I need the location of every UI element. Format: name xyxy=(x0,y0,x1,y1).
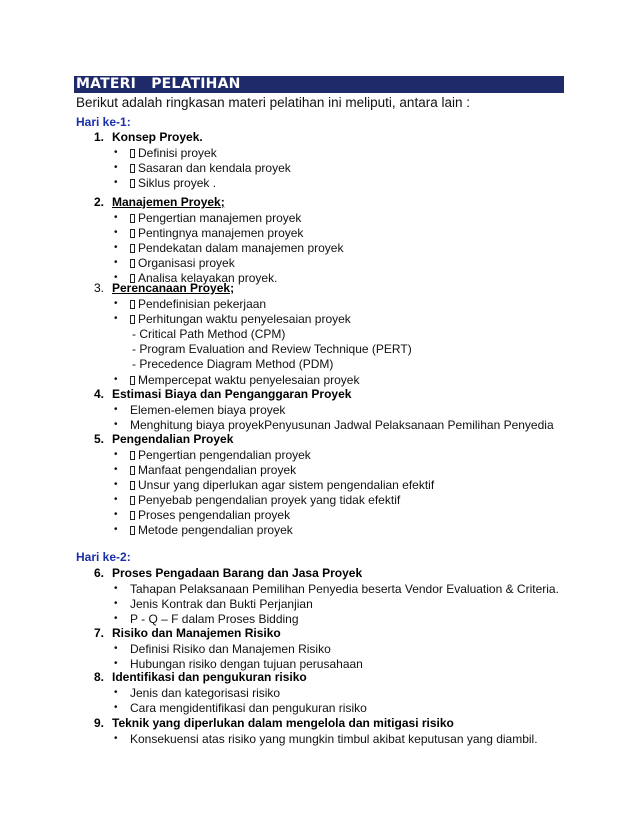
list-item-text: Pendekatan dalam manajemen proyek xyxy=(138,241,344,255)
section-title: Konsep Proyek. xyxy=(112,130,203,144)
list-item-text: Menghitung biaya proyekPenyusunan Jadwal Pelaksanaan Pemilihan Penyedia xyxy=(130,418,554,432)
list-item-text: Definisi Risiko dan Manajemen Risiko xyxy=(130,642,331,656)
missing-glyph-icon xyxy=(130,511,135,520)
section-title: Identifikasi dan pengukuran risiko xyxy=(112,670,307,684)
bullet-icon: • xyxy=(114,242,118,253)
section-title: Teknik yang diperlukan dalam mengelola dan mitigasi risiko xyxy=(112,716,454,730)
list-item-text: Analisa kelayakan proyek. xyxy=(138,271,278,285)
section-banner: MATERI PELATIHAN xyxy=(74,76,564,93)
list-item-text: Konsekuensi atas risiko yang mungkin timbul akibat keputusan yang diambil. xyxy=(130,732,538,746)
section-heading xyxy=(94,130,203,144)
bullet-icon: • xyxy=(114,227,118,238)
list-item-text-wrap xyxy=(130,241,343,255)
missing-glyph-icon xyxy=(130,451,135,460)
list-item xyxy=(114,612,299,626)
bullet-icon: • xyxy=(114,509,118,520)
missing-glyph-icon xyxy=(130,179,135,188)
list-item xyxy=(114,701,367,715)
list-item-text: Penyebab pengendalian proyek yang tidak efektif xyxy=(138,493,401,507)
list-item xyxy=(114,686,280,700)
list-item xyxy=(114,403,285,417)
section-heading xyxy=(94,387,351,401)
list-item xyxy=(114,211,301,225)
section-title: Manajemen Proyek; xyxy=(112,195,225,209)
intro-text: Berikut adalah ringkasan materi pelatihan ini meliputi, antara lain : xyxy=(76,95,470,110)
list-item-text: Tahapan Pelaksanaan Pemilihan Penyedia beserta Vendor Evaluation & Criteria. xyxy=(130,582,559,596)
list-item xyxy=(114,448,311,462)
section-number: 1. xyxy=(94,130,105,144)
list-item-text-wrap xyxy=(130,701,367,715)
list-item-text-wrap xyxy=(130,597,313,611)
list-item xyxy=(114,597,313,611)
list-item xyxy=(114,146,217,160)
list-item xyxy=(114,493,400,507)
list-item-text: Jenis Kontrak dan Bukti Perjanjian xyxy=(130,597,313,611)
day-heading: Hari ke-1: xyxy=(76,115,131,129)
missing-glyph-icon xyxy=(130,214,135,223)
bullet-icon: • xyxy=(114,313,118,324)
list-item-text: Definisi proyek xyxy=(138,146,217,160)
list-item-text-wrap xyxy=(130,508,290,522)
bullet-icon: • xyxy=(114,613,118,624)
bullet-icon: • xyxy=(114,147,118,158)
list-item xyxy=(114,256,235,270)
list-item-text-wrap xyxy=(130,642,331,656)
section-number: 4. xyxy=(94,387,105,401)
list-item xyxy=(114,732,538,746)
missing-glyph-icon xyxy=(130,526,135,535)
bullet-icon: • xyxy=(114,404,118,415)
list-item-text-wrap xyxy=(130,403,285,417)
missing-glyph-icon xyxy=(130,244,135,253)
section-number: 3. xyxy=(94,281,105,295)
missing-glyph-icon xyxy=(130,481,135,490)
bullet-icon: • xyxy=(114,419,118,430)
missing-glyph-icon xyxy=(130,466,135,475)
section-title: Perencanaan Proyek xyxy=(112,281,231,295)
list-item-text: Pengertian manajemen proyek xyxy=(138,211,302,225)
bullet-icon: • xyxy=(114,464,118,475)
bullet-icon: • xyxy=(114,257,118,268)
list-item xyxy=(114,463,296,477)
section-heading xyxy=(94,670,307,684)
list-item-text-wrap xyxy=(130,657,363,671)
list-item-text-wrap xyxy=(130,226,303,240)
bullet-icon: • xyxy=(114,449,118,460)
list-item-text-wrap xyxy=(130,448,311,462)
bullet-icon: • xyxy=(114,643,118,654)
bullet-icon: • xyxy=(114,479,118,490)
list-item-text-wrap xyxy=(130,686,280,700)
list-item-text-wrap xyxy=(130,478,434,492)
list-item xyxy=(114,642,331,656)
list-item-text: Mempercepat waktu penyelesaian proyek xyxy=(138,373,360,387)
list-item-text-wrap xyxy=(130,523,293,537)
list-item xyxy=(114,657,363,671)
bullet-icon: • xyxy=(114,177,118,188)
list-item-text-wrap xyxy=(130,493,400,507)
list-item-text-wrap xyxy=(130,297,266,311)
list-item xyxy=(114,161,291,175)
bullet-icon: • xyxy=(114,598,118,609)
section-number: 8. xyxy=(94,670,105,684)
list-item-text: P - Q – F dalam Proses Bidding xyxy=(130,612,299,626)
list-item-text-wrap xyxy=(130,312,351,326)
list-item xyxy=(114,582,559,596)
missing-glyph-icon xyxy=(130,315,135,324)
missing-glyph-icon xyxy=(130,149,135,158)
sub-list-item: - Program Evaluation and Review Technique (PERT) xyxy=(132,342,412,356)
list-item-text-wrap xyxy=(130,373,359,387)
section-title-suffix: ; xyxy=(230,281,235,295)
list-item-text: Pengertian pengendalian proyek xyxy=(138,448,311,462)
list-item-text-wrap xyxy=(130,463,296,477)
list-item-text: Sasaran dan kendala proyek xyxy=(138,161,291,175)
list-item-text-wrap xyxy=(130,146,217,160)
section-number: 9. xyxy=(94,716,105,730)
section-number: 7. xyxy=(94,626,105,640)
day-heading: Hari ke-2: xyxy=(76,550,131,564)
list-item-text-wrap xyxy=(130,418,554,432)
section-heading xyxy=(94,432,233,446)
list-item-text: Organisasi proyek xyxy=(138,256,235,270)
list-item xyxy=(114,508,290,522)
missing-glyph-icon xyxy=(130,259,135,268)
section-title: Risiko dan Manajemen Risiko xyxy=(112,626,281,640)
list-item xyxy=(114,241,343,255)
list-item-text-wrap xyxy=(130,256,235,270)
list-item xyxy=(114,373,359,387)
bullet-icon: • xyxy=(114,374,118,385)
bullet-icon: • xyxy=(114,162,118,173)
list-item-text: Siklus proyek . xyxy=(138,176,217,190)
missing-glyph-icon xyxy=(130,164,135,173)
bullet-icon: • xyxy=(114,272,118,283)
list-item-text-wrap xyxy=(130,161,291,175)
list-item-text: Hubungan risiko dengan tujuan perusahaan xyxy=(130,657,363,671)
list-item xyxy=(114,478,434,492)
bullet-icon: • xyxy=(114,524,118,535)
list-item xyxy=(114,176,216,190)
list-item-text: Proses pengendalian proyek xyxy=(138,508,291,522)
section-heading xyxy=(94,566,362,580)
missing-glyph-icon xyxy=(130,300,135,309)
section-heading xyxy=(94,626,281,640)
list-item xyxy=(114,523,293,537)
section-heading xyxy=(94,716,454,730)
list-item-text-wrap xyxy=(130,582,559,596)
list-item-text: Perhitungan waktu penyelesaian proyek xyxy=(138,312,351,326)
section-title: Pengendalian Proyek xyxy=(112,432,234,446)
sub-list-item: - Precedence Diagram Method (PDM) xyxy=(132,357,334,371)
missing-glyph-icon xyxy=(130,229,135,238)
section-number: 2. xyxy=(94,195,105,209)
list-item-text: Metode pengendalian proyek xyxy=(138,523,293,537)
list-item xyxy=(114,297,266,311)
list-item-text: Pentingnya manajemen proyek xyxy=(138,226,304,240)
section-number: 6. xyxy=(94,566,105,580)
list-item-text: Pendefinisian pekerjaan xyxy=(138,297,267,311)
bullet-icon: • xyxy=(114,298,118,309)
list-item-text: Unsur yang diperlukan agar sistem pengendalian efektif xyxy=(138,478,435,492)
bullet-icon: • xyxy=(114,583,118,594)
missing-glyph-icon xyxy=(130,496,135,505)
missing-glyph-icon xyxy=(130,376,135,385)
section-title: Proses Pengadaan Barang dan Jasa Proyek xyxy=(112,566,363,580)
list-item-text: Elemen-elemen biaya proyek xyxy=(130,403,286,417)
bullet-icon: • xyxy=(114,733,118,744)
bullet-icon: • xyxy=(114,658,118,669)
bullet-icon: • xyxy=(114,494,118,505)
section-title: Estimasi Biaya dan Penganggaran Proyek xyxy=(112,387,352,401)
list-item-text-wrap xyxy=(130,612,299,626)
section-heading xyxy=(94,281,234,295)
list-item-text: Cara mengidentifikasi dan pengukuran risiko xyxy=(130,701,367,715)
list-item-text-wrap xyxy=(130,176,216,190)
list-item-text: Manfaat pengendalian proyek xyxy=(138,463,297,477)
list-item-text: Jenis dan kategorisasi risiko xyxy=(130,686,281,700)
list-item xyxy=(114,226,303,240)
bullet-icon: • xyxy=(114,687,118,698)
sub-list-item: - Critical Path Method (CPM) xyxy=(132,327,286,341)
list-item-text-wrap xyxy=(130,732,538,746)
list-item-text-wrap xyxy=(130,211,301,225)
list-item xyxy=(114,312,351,326)
list-item xyxy=(114,418,554,432)
section-number: 5. xyxy=(94,432,105,446)
bullet-icon: • xyxy=(114,702,118,713)
section-heading xyxy=(94,195,225,209)
bullet-icon: • xyxy=(114,212,118,223)
